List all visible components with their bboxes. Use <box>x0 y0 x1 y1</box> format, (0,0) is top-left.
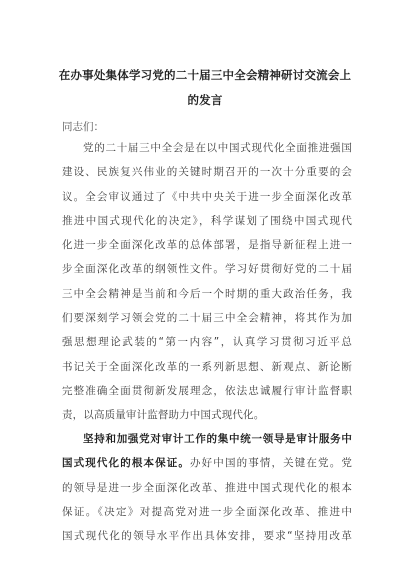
paragraph-1-line: 们要深刻学习领会党的二十届三中全会精神，将其作为加 <box>62 312 352 325</box>
paragraph-1-line: 完整准确全面贯彻新发展理念，依法忠诚履行审计监督职 <box>62 384 352 397</box>
paragraph-2-mixed-line <box>62 451 352 475</box>
paragraph-2 <box>62 427 352 548</box>
document-title-line-1: 在办事处集体学习党的二十届三中全会精神研讨交流会上 <box>58 68 352 82</box>
paragraph-2-line: 国式现代化的领导水平作出具体安排，要求“坚持用改革 <box>62 530 352 543</box>
paragraph-1-line: 推进中国式现代化的决定》，科学谋划了围绕中国式现代 <box>62 214 352 227</box>
paragraph-2-bold-lead: 国式现代化的根本保证。 <box>62 457 191 470</box>
paragraph-1-line: 三中全会精神是当前和今后一个时期的重大政治任务，我 <box>62 287 352 300</box>
paragraph-2-line: 保证。《决定》对提高党对进一步全面深化改革、推进中 <box>62 505 352 518</box>
document-title-line-2: 的发言 <box>187 93 223 107</box>
paragraph-1-line: 书记关于全面深化改革的一系列新思想、新观点、新论断 <box>62 360 352 373</box>
paragraph-1-line: 党的二十届三中全会是在以中国式现代化全面推进强国 <box>83 142 352 154</box>
paragraph-1-line: 议。全会审议通过了《中共中央关于进一步全面深化改革 <box>62 190 352 203</box>
paragraph-1-line: 化进一步全面深化改革的总体部署，是指导新征程上进一 <box>62 239 352 252</box>
paragraph-1-line: 步全面深化改革的纲领性文件。学习好贯彻好党的二十届 <box>62 263 352 276</box>
paragraph-2-line: 的领导是进一步全面深化改革、推进中国式现代化的根本 <box>62 481 352 494</box>
paragraph-2-bold-line: 坚持和加强党对审计工作的集中统一领导是审计服务中 <box>83 433 352 445</box>
paragraph-1-line: 建设、民族复兴伟业的关键时期召开的一次十分重要的会 <box>62 166 352 179</box>
salutation: 同志们： <box>62 121 104 133</box>
paragraph-1 <box>62 136 352 428</box>
paragraph-2-text: 办好中国的事情，关键在党。党 <box>190 457 352 470</box>
paragraph-1-line: 强思想理论武装的“第一内容”，认真学习贯彻习近平总 <box>62 336 352 349</box>
paragraph-1-line: 责，以高质量审计监督助力中国式现代化。 <box>62 409 265 422</box>
